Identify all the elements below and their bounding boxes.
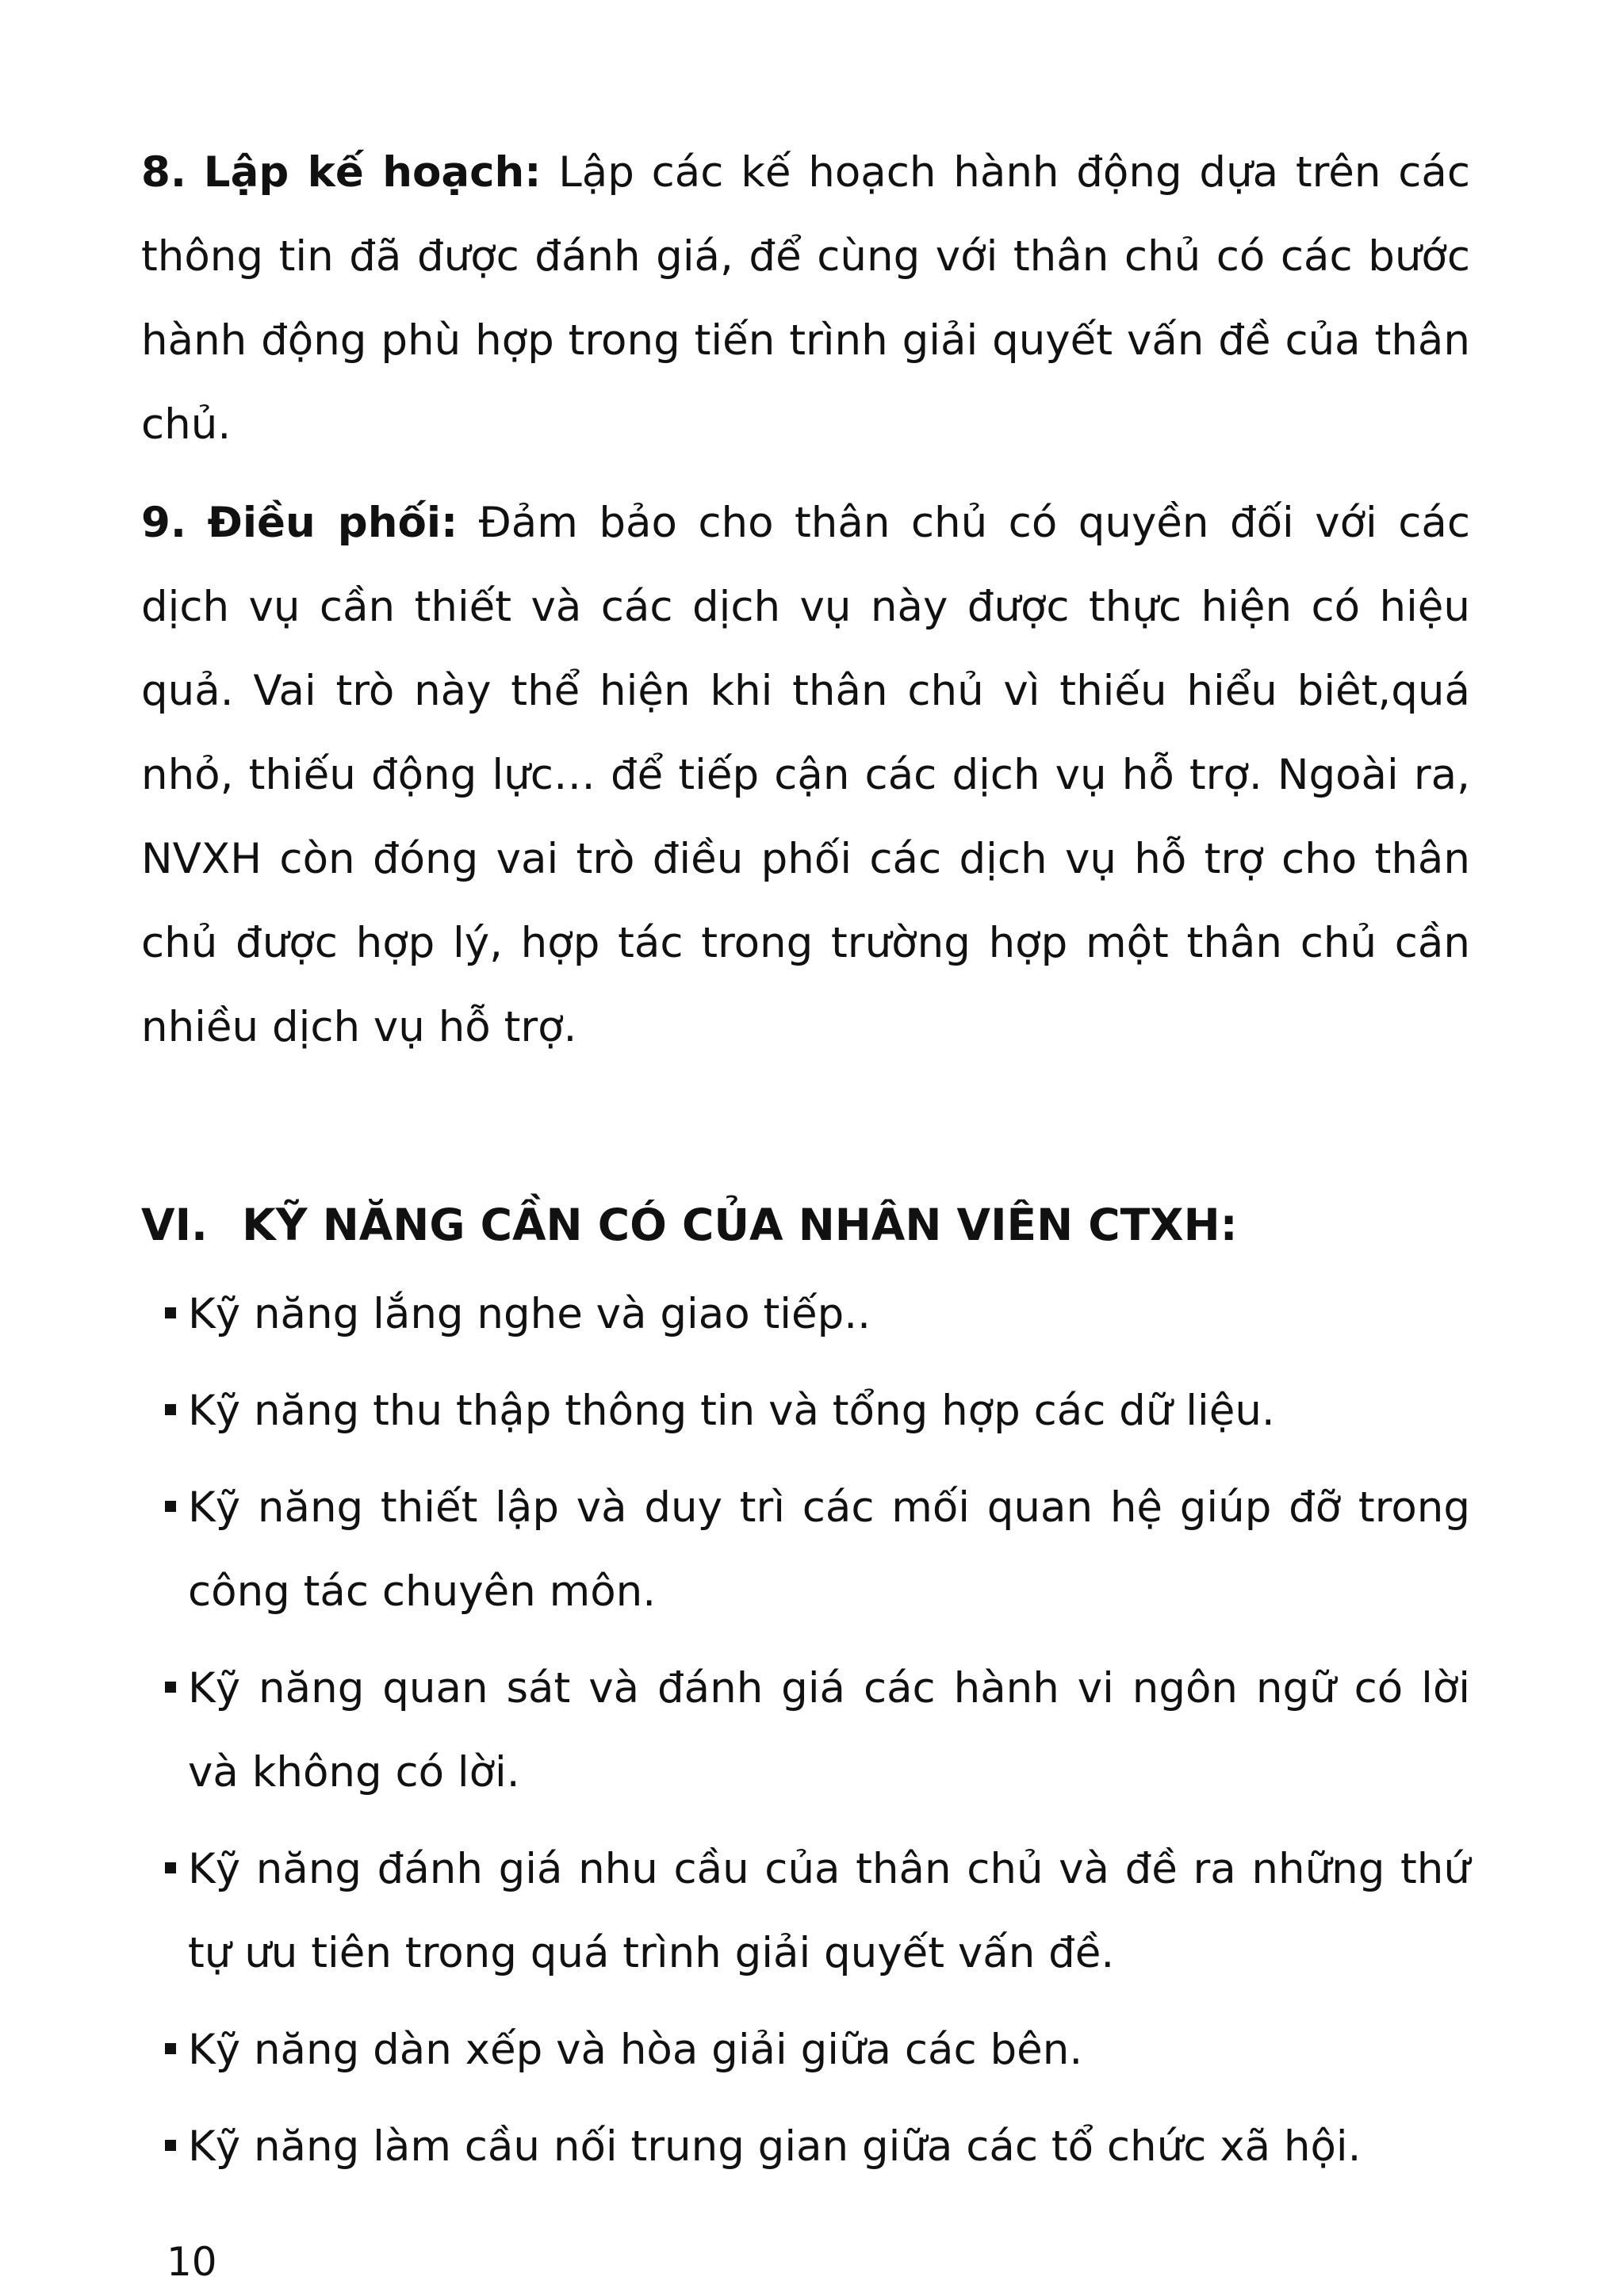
list-item xyxy=(163,1369,1470,1453)
skill-text: Kỹ năng làm cầu nối trung gian giữa các tổ chức xã hội. xyxy=(188,2122,1362,2171)
skill-text: Kỹ năng đánh giá nhu cầu của thân chủ và đề ra những thứ tự ưu tiên trong quá trình giải quyết vấn đề. xyxy=(188,1845,1470,1977)
skill-text: Kỹ năng thiết lập và duy trì các mối quan hệ giúp đỡ trong công tác chuyên môn. xyxy=(188,1483,1470,1616)
section-item-planning xyxy=(141,131,1470,467)
list-item xyxy=(163,1466,1470,1634)
square-bullet-icon xyxy=(165,2043,176,2054)
square-bullet-icon xyxy=(165,1682,176,1693)
section-text: Đảm bảo cho thân chủ có quyền đối với các dịch vụ cần thiết và các dịch vụ này được thực hiện có hiệu quả. Vai trò này thể hiện khi thân chủ vì thiếu hiểu biêt,quá nhỏ, thiếu động lực… để tiếp cận các dịch vụ hỗ trợ. Ngoài ra, NVXH còn đóng vai trò điều phối các dịch vụ hỗ trợ cho thân chủ được hợp lý, hợp tác trong trường hợp một thân chủ cần nhiều dịch vụ hỗ trợ. xyxy=(141,499,1470,1051)
list-item xyxy=(163,1272,1470,1357)
section-item-coordination xyxy=(141,481,1470,1070)
square-bullet-icon xyxy=(165,1404,176,1415)
section-term: Điều phối: xyxy=(207,499,458,547)
list-item xyxy=(163,1647,1470,1815)
skill-text: Kỹ năng dàn xếp và hòa giải giữa các bên. xyxy=(188,2026,1083,2074)
list-item xyxy=(163,2105,1470,2189)
page-number: 10 xyxy=(167,2239,217,2285)
section-heading xyxy=(141,1183,1238,1267)
section-number: 8. xyxy=(141,148,187,197)
square-bullet-icon xyxy=(165,1862,176,1873)
skill-text: Kỹ năng lắng nghe và giao tiếp.. xyxy=(188,1290,871,1338)
section-text: Lập các kế hoạch hành động dựa trên các thông tin đã được đánh giá, để cùng với thân chủ có các bước hành động phù hợp trong tiến trình giải quyết vấn đề của thân chủ. xyxy=(141,148,1470,449)
square-bullet-icon xyxy=(165,2140,176,2151)
square-bullet-icon xyxy=(165,1307,176,1318)
list-item xyxy=(163,1827,1470,1996)
skill-text: Kỹ năng quan sát và đánh giá các hành vi ngôn ngữ có lời và không có lời. xyxy=(188,1664,1470,1797)
heading-title: KỸ NĂNG CẦN CÓ CỦA NHÂN VIÊN CTXH: xyxy=(242,1200,1238,1250)
section-number: 9. xyxy=(141,499,187,547)
skills-list xyxy=(163,1272,1470,2202)
heading-number: VI. xyxy=(141,1200,208,1250)
square-bullet-icon xyxy=(165,1501,176,1512)
skill-text: Kỹ năng thu thập thông tin và tổng hợp các dữ liệu. xyxy=(188,1387,1275,1435)
section-term: Lập kế hoạch: xyxy=(203,148,542,197)
list-item xyxy=(163,2008,1470,2092)
